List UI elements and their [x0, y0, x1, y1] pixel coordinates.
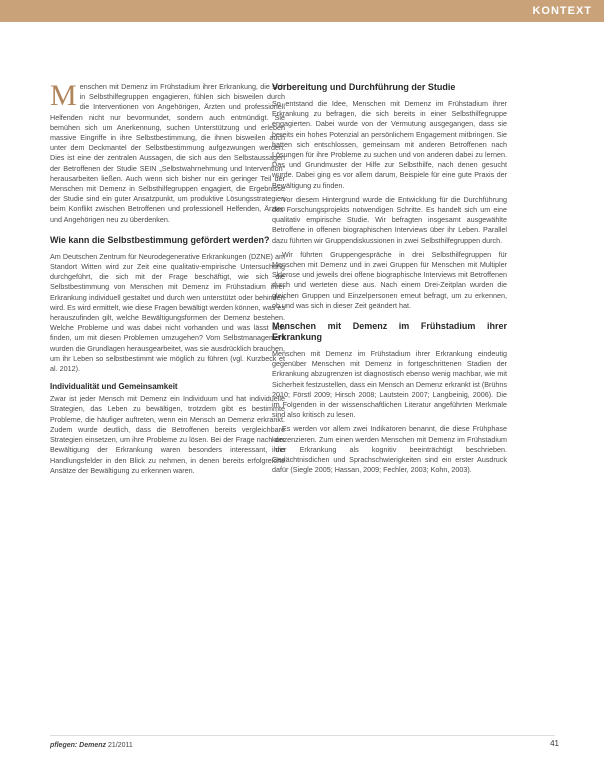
- heading-individualitaet: Individualität und Gemeinsamkeit: [50, 382, 178, 392]
- intro-text: enschen mit Demenz im Frühstadium ihrer Erkrankung, die sich in Selbsthilfegruppen engagieren, fühlen sich bisweilen durch die Interventionen von Angehörigen, Ärzten und professionell Helfenden nicht nur bevormundet, sondern auch entmündigt. Sie bemühen sich um Anerkennung, suchen Unterstützung und erleben massive Eingriffe in ihre Selbstbestimmung, die ihnen bisweilen auch unter dem Deckmantel der Selbstbestimmung aufgezwungen werden. Dies ist eine der zentralen Aussagen, die sich aus den Selbstaussagen der Betroffenen der Studie SEIN „Selbstwahrnehmung und Intervention“ herausarbeiten ließen. Auch wenn sich bisher nur ein geringer Teil der Menschen mit Demenz in Selbsthilfegruppen engagiert, die Ergebnisse der Studie sind ein guter Ansatzpunkt, um produktive Lösungsstrategien beim Konflikt zwischen Betroffenen und professionell Helfenden, Ärzten und Angehörigen neu zu überdenken.: [50, 82, 285, 224]
- left-column: [50, 79, 285, 480]
- paragraph-fruehstadium: Menschen mit Demenz im Frühstadium ihrer Erkrankung eindeutig gegenüber Menschen mit Demenz in fortgeschrittenen Stadien der Erkrankung abzugrenzen ist diagnostisch ebenso wenig machbar, wie mit Sicherheit festzustellen, dass ein Mensch an Demenz erkrankt ist (Brühns 2010; Förstl 2009; Hirsch 2008; Lautstein 2007; Langbeinig, 2006). Die im Folgenden in der wissenschaftlichen Literatur angeführten Merkmale sind also kritisch zu lesen.: [272, 349, 507, 420]
- section-header-bar: [0, 0, 604, 22]
- drop-cap: M: [50, 79, 77, 112]
- paragraph-gruppen: Wir führten Gruppengespräche in drei Selbsthilfegruppen für Menschen mit Demenz und in zwei Gruppen für Menschen mit Multipler Sklerose und jeweils drei offene biographische Interviews mit Betroffenen durch und werteten diese aus. Nach einem Drei-Zeitplan wurden die gleichen Gruppen und Einzelpersonen erneut befragt, um zu erkennen, ob und was sich in dieser Zeit geändert hat.: [272, 249, 507, 310]
- right-column: [272, 82, 507, 480]
- paragraph-indikatoren: Es werden vor allem zwei Indikatoren benannt, die diese Frühphase konzenzieren. Zum einen werden Menschen mit Demenz im Frühstadium ihrer Erkrankung als kognitiv beeinträchtigt beschrieben. Gedächtnisdichen und Sprachschwierigkeiten sind ein erster Ausdruck dafür (Siegle 2005; Hassan, 2009; Fechler, 2003; Kohn, 2003).: [272, 424, 507, 475]
- paragraph-idee: So entstand die Idee, Menschen mit Demenz im Frühstadium ihrer Erkrankung zu befragen, die sich bereits in einer Selbsthilfegruppe engagierten. Dabei wurde von der Vermutung ausgegangen, dass sie bereits ein hohes Potenzial an persönlichem Engagement mitbringen. Sie hatten sich entschlossen, gemeinsam mit anderen Betroffenen nach Lösungen für ihre Probleme zu suchen und von anderen dabei zu lernen. Das und Grundmuster der Hilfe zur Selbsthilfe, nach denen gesucht wurde. Dabei ging es vor allem darum, Beispiele für eine gute Praxis der Bewältigung zu finden.: [272, 99, 507, 190]
- footer-rule: [50, 735, 555, 736]
- heading-menschen: Menschen mit Demenz im Frühstadium ihrer Erkrankung: [272, 321, 507, 343]
- issue-number: 21/2011: [107, 742, 133, 749]
- page-number: 41: [550, 739, 559, 748]
- intro-paragraph: [50, 79, 285, 225]
- heading-selbstbestimmung: Wie kann die Selbstbestimmung gefördert werden?: [50, 234, 270, 245]
- footer-magazine: [50, 742, 133, 749]
- magazine-title: pflegen: Demenz: [50, 742, 107, 749]
- heading-vorbereitung: Vorbereitung und Durchführung der Studie: [272, 82, 456, 92]
- paragraph-dzne: Am Deutschen Zentrum für Neurodegenerative Erkrankungen (DZNE) am Standort Witten wird zur Zeit eine qualitativ-empirische Untersuchung durchgeführt, die sich mit der Frage beschäftigt, wie sich die Selbstbestimmung von Menschen mit Demenz im Frühstadium ihrer Erkrankung individuell gestaltet und durch wen unterstützt oder behindert wird. Es wird ermittelt, wie diese Fragen bewältigt werden können, was es herauszufinden gilt, welche Bewältigungsformen der Demenz bestehen. Welche Probleme und was dabei nicht vorhanden und was lässt sich finden, um mit diesen Problemen umzugehen? Vom Selbstmanagement wurden die Grundlagen herausgearbeitet, was sie ausdrücklich brauchen, um ihr Leben so selbstbestimmt wie möglich zu führen (vgl. Kurzbeck et al. 2012).: [50, 251, 285, 374]
- paragraph-individualitaet: Zwar ist jeder Mensch mit Demenz ein Individuum und hat individuelle Strategien, das Leben zu bewältigen, trotzdem gibt es bestimmte Probleme, die häufiger auftreten, wenn ein Mensch an Demenz erkrankt. Zudem wurde deutlich, dass die Betroffenen bereits vergleichbare Strategien einsetzen, um ihre Probleme zu lösen. Bei der Frage nach der Bewältigung der Erkrankung waren besonders interessant, die Handlungsfelder in den Blick zu nehmen, in denen bereits erfolgreiche Ansätze der Bewältigung zu erkennen waren.: [50, 394, 285, 475]
- section-label: KONTEXT: [532, 5, 592, 17]
- paragraph-hintergrund: Vor diesem Hintergrund wurde die Entwicklung für die Durchführung des Forschungsprojekts notwendigen Schritte. Es handelt sich um eine qualitativ empirische Studie. Wir befragten insgesamt ausgewählte Betroffene in offenen biographischen Interviews über ihr Leben. Parallel dazu führten wir Gruppendiskussionen in zwei Selbsthilfegruppen durch.: [272, 194, 507, 245]
